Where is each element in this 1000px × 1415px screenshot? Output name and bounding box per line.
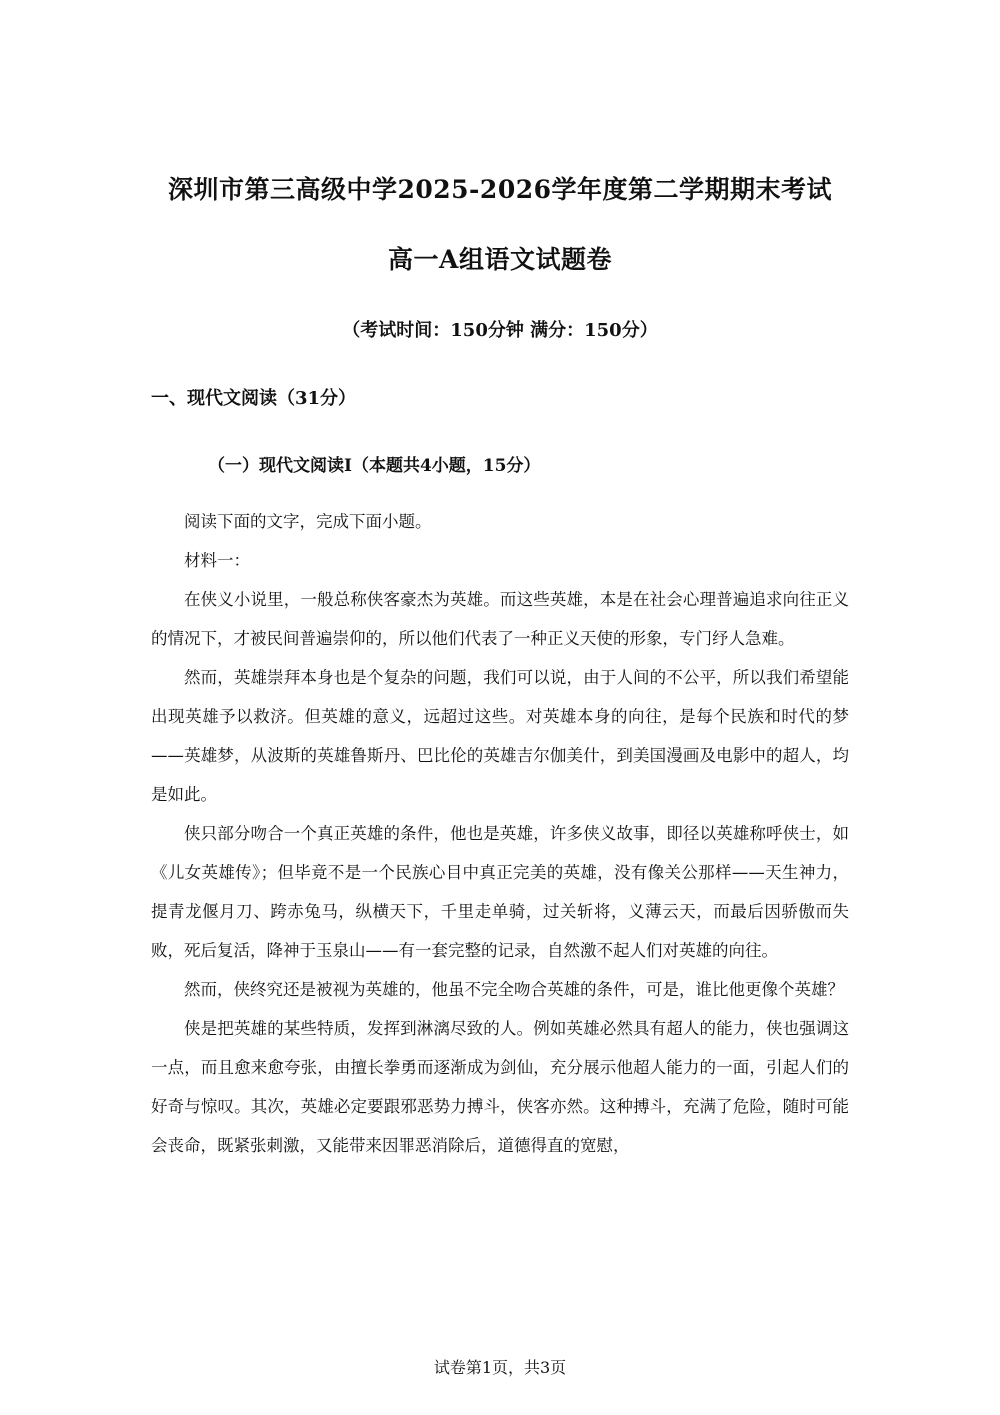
exam-title: 深圳市第三高级中学2025-2026学年度第二学期期末考试 (167, 175, 833, 204)
instruction-text: 阅读下面的文字，完成下面小题。 (184, 512, 432, 531)
passage-paragraph: 侠只部分吻合一个真正英雄的条件，他也是英雄，许多侠义故事，即径以英雄称呼侠士，如《儿女英雄传》；但毕竟不是一个民族心目中真正完美的英雄，没有像关公那样——天生神力，提青龙偃月刀、跨赤兔马，纵横天下，千里走单骑，过关斩将，义薄云天，而最后因骄傲而失败，死后复活，降神于玉泉山——有一套完整的记录，自然激不起人们对英雄的向往。 (151, 824, 849, 960)
material-label: 材料一： (184, 551, 250, 570)
section-heading: 一、现代文阅读（31分） (151, 388, 357, 409)
exam-time-score: （考试时间：150分钟 满分：150分） (342, 320, 658, 341)
passage-paragraph: 侠是把英雄的某些特质，发挥到淋漓尽致的人。例如英雄必然具有超人的能力，侠也强调这一点，而且愈来愈夸张，由擅长拳勇而逐渐成为剑仙，充分展示他超人能力的一面，引起人们的好奇与惊叹。其次，英雄必定要跟邪恶势力搏斗，侠客亦然。这种搏斗，充满了危险，随时可能会丧命，既紧张刺激，又能带来因罪恶消除后，道德得直的宽慰， (151, 1019, 849, 1155)
reading-passage (151, 502, 849, 1165)
passage-paragraph: 在侠义小说里，一般总称侠客豪杰为英雄。而这些英雄，本是在社会心理普遍追求向往正义的情况下，才被民间普遍崇仰的，所以他们代表了一种正义天使的形象，专门纾人急难。 (151, 590, 849, 648)
exam-subtitle: 高一A组语文试题卷 (388, 245, 612, 274)
page-number: 试卷第1页，共3页 (433, 1358, 567, 1377)
passage-paragraph: 然而，侠终究还是被视为英雄的，他虽不完全吻合英雄的条件，可是，谁比他更像个英雄？ (184, 980, 844, 999)
passage-paragraph: 然而，英雄崇拜本身也是个复杂的问题，我们可以说，由于人间的不公平，所以我们希望能出现英雄予以救济。但英雄的意义，远超过这些。对英雄本身的向往，是每个民族和时代的梦——英雄梦，从波斯的英雄鲁斯丹、巴比伦的英雄吉尔伽美什，到美国漫画及电影中的超人，均是如此。 (151, 668, 849, 804)
subsection-heading: （一）现代文阅读Ⅰ（本题共4小题，15分） (208, 456, 541, 476)
